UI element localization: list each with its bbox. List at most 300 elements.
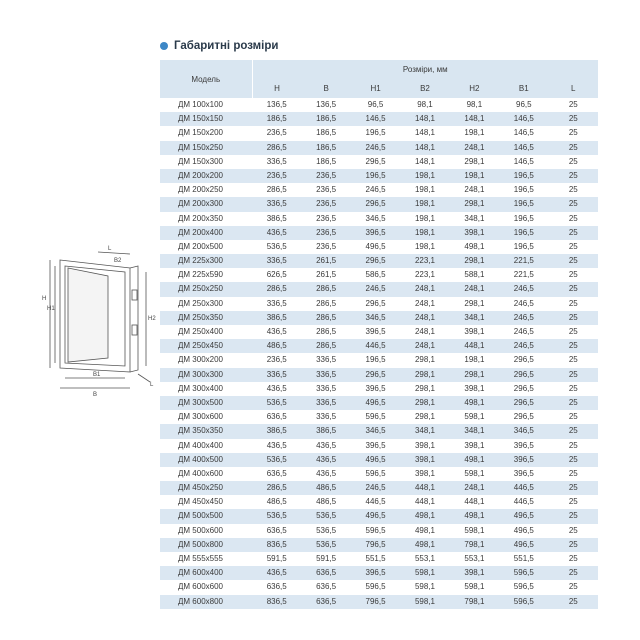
- model-cell: ДМ 250x400: [160, 325, 252, 339]
- model-cell: ДМ 400x500: [160, 453, 252, 467]
- table-row: [160, 595, 598, 609]
- dimension-cell: 148,1: [400, 126, 449, 140]
- dimension-cell: 448,1: [400, 481, 449, 495]
- dimension-cell: 598,1: [450, 410, 499, 424]
- dimension-cell: 436,5: [252, 382, 301, 396]
- model-cell: ДМ 300x300: [160, 368, 252, 382]
- dimension-cell: 596,5: [351, 467, 400, 481]
- dimension-cell: 336,5: [301, 410, 350, 424]
- dimension-cell: 446,5: [499, 495, 548, 509]
- table-row: [160, 552, 598, 566]
- door-drawing: [38, 240, 158, 405]
- dimension-cell: 551,5: [351, 552, 400, 566]
- dimension-cell: 348,1: [450, 212, 499, 226]
- dimension-cell: 25: [549, 353, 598, 367]
- table-row: [160, 396, 598, 410]
- dimension-cell: 536,5: [301, 538, 350, 552]
- table-row: [160, 226, 598, 240]
- model-cell: ДМ 225x590: [160, 268, 252, 282]
- dimension-cell: 25: [549, 282, 598, 296]
- dimension-cell: 436,5: [252, 439, 301, 453]
- dimension-cell: 25: [549, 524, 598, 538]
- table-row: [160, 112, 598, 126]
- dimension-cell: 296,5: [499, 382, 548, 396]
- dimension-cell: 636,5: [252, 524, 301, 538]
- label-h2: H2: [148, 316, 156, 322]
- dimension-cell: 536,5: [252, 509, 301, 523]
- dimension-cell: 598,1: [450, 580, 499, 594]
- column-header: H2: [450, 79, 499, 98]
- dimension-cell: 25: [549, 339, 598, 353]
- table-row: [160, 424, 598, 438]
- dimension-cell: 498,1: [450, 509, 499, 523]
- dimension-cell: 25: [549, 453, 598, 467]
- dimension-cell: 498,1: [450, 453, 499, 467]
- dimension-cell: 196,5: [351, 126, 400, 140]
- dimension-cell: 596,5: [499, 580, 548, 594]
- dimension-cell: 246,5: [351, 481, 400, 495]
- dimensions-group-header: Розміри, мм: [252, 60, 598, 79]
- table-row: [160, 580, 598, 594]
- dimension-cell: 636,5: [252, 410, 301, 424]
- column-header: B: [301, 79, 350, 98]
- dimension-cell: 25: [549, 566, 598, 580]
- label-l-top: L: [108, 246, 112, 252]
- dimension-cell: 636,5: [252, 580, 301, 594]
- dimension-cell: 298,1: [450, 297, 499, 311]
- dimension-cell: 398,1: [450, 566, 499, 580]
- model-cell: ДМ 600x800: [160, 595, 252, 609]
- model-cell: ДМ 400x400: [160, 439, 252, 453]
- dimension-cell: 336,5: [301, 353, 350, 367]
- dimension-cell: 25: [549, 325, 598, 339]
- table-row: [160, 98, 598, 112]
- dimension-cell: 588,1: [450, 268, 499, 282]
- dimension-cell: 496,5: [351, 396, 400, 410]
- dimension-cell: 296,5: [499, 396, 548, 410]
- dimension-cell: 436,5: [301, 439, 350, 453]
- dimension-cell: 496,5: [351, 453, 400, 467]
- table-row: [160, 453, 598, 467]
- model-cell: ДМ 600x400: [160, 566, 252, 580]
- dimension-cell: 248,1: [400, 325, 449, 339]
- dimension-cell: 198,1: [400, 197, 449, 211]
- dimension-cell: 586,5: [351, 268, 400, 282]
- dimension-cell: 591,5: [301, 552, 350, 566]
- dimension-cell: 296,5: [499, 353, 548, 367]
- model-cell: ДМ 250x350: [160, 311, 252, 325]
- dimension-cell: 398,1: [450, 382, 499, 396]
- dimension-cell: 446,5: [351, 339, 400, 353]
- dimension-cell: 248,1: [450, 183, 499, 197]
- dimension-cell: 196,5: [351, 353, 400, 367]
- column-header: B1: [499, 79, 548, 98]
- table-row: [160, 368, 598, 382]
- dimension-cell: 296,5: [351, 297, 400, 311]
- label-b: B: [93, 392, 98, 398]
- dimension-cell: 551,5: [499, 552, 548, 566]
- dimension-cell: 236,5: [301, 240, 350, 254]
- dimension-cell: 348,1: [450, 311, 499, 325]
- dimension-cell: 396,5: [351, 226, 400, 240]
- dimension-cell: 336,5: [252, 297, 301, 311]
- dimension-cell: 596,5: [351, 410, 400, 424]
- dimension-cell: 446,5: [499, 481, 548, 495]
- dimension-cell: 596,5: [351, 580, 400, 594]
- dimension-cell: 598,1: [450, 524, 499, 538]
- dimension-cell: 146,5: [499, 155, 548, 169]
- table-row: [160, 410, 598, 424]
- table-row: [160, 538, 598, 552]
- dimension-cell: 136,5: [301, 98, 350, 112]
- dimension-cell: 298,1: [400, 410, 449, 424]
- table-row: [160, 183, 598, 197]
- dimension-cell: 496,5: [351, 240, 400, 254]
- dimension-cell: 198,1: [450, 169, 499, 183]
- dimension-cell: 498,1: [400, 538, 449, 552]
- dimension-cell: 196,5: [499, 212, 548, 226]
- dimension-cell: 25: [549, 98, 598, 112]
- label-h: H: [42, 296, 47, 302]
- dimension-cell: 236,5: [301, 197, 350, 211]
- dimension-cell: 198,1: [400, 226, 449, 240]
- dimension-cell: 248,1: [450, 282, 499, 296]
- table-row: [160, 212, 598, 226]
- table-row: [160, 197, 598, 211]
- dimension-cell: 553,1: [450, 552, 499, 566]
- column-header: B2: [400, 79, 449, 98]
- dimension-cell: 261,5: [301, 268, 350, 282]
- dimension-cell: 298,1: [450, 254, 499, 268]
- dimension-cell: 298,1: [450, 197, 499, 211]
- dimension-cell: 386,5: [252, 311, 301, 325]
- column-header: H: [252, 79, 301, 98]
- dimension-cell: 148,1: [400, 141, 449, 155]
- dimension-cell: 196,5: [499, 240, 548, 254]
- dimension-cell: 498,1: [450, 396, 499, 410]
- dimension-cell: 148,1: [400, 155, 449, 169]
- dimension-cell: 25: [549, 481, 598, 495]
- dimension-cell: 448,1: [450, 339, 499, 353]
- dimension-cell: 396,5: [351, 439, 400, 453]
- dimension-cell: 248,1: [400, 339, 449, 353]
- dimension-cell: 286,5: [252, 282, 301, 296]
- dimension-cell: 396,5: [351, 566, 400, 580]
- dimension-cell: 496,5: [351, 509, 400, 523]
- dimension-cell: 286,5: [252, 183, 301, 197]
- dimension-cell: 248,1: [450, 141, 499, 155]
- model-cell: ДМ 300x200: [160, 353, 252, 367]
- model-cell: ДМ 200x500: [160, 240, 252, 254]
- dimension-cell: 25: [549, 297, 598, 311]
- dimension-cell: 196,5: [499, 197, 548, 211]
- model-cell: ДМ 250x300: [160, 297, 252, 311]
- dimension-cell: 246,5: [499, 339, 548, 353]
- dimension-cell: 436,5: [252, 325, 301, 339]
- dimension-cell: 398,1: [450, 439, 499, 453]
- dimension-cell: 223,1: [400, 254, 449, 268]
- dimension-cell: 196,5: [499, 183, 548, 197]
- table-row: [160, 509, 598, 523]
- dimension-cell: 198,1: [450, 126, 499, 140]
- table-row: [160, 311, 598, 325]
- table-row: [160, 467, 598, 481]
- table-row: [160, 339, 598, 353]
- dimension-cell: 591,5: [252, 552, 301, 566]
- dimension-cell: 25: [549, 538, 598, 552]
- dimension-cell: 298,1: [400, 368, 449, 382]
- dimension-cell: 486,5: [252, 339, 301, 353]
- dimension-cell: 298,1: [450, 155, 499, 169]
- dimension-cell: 836,5: [252, 595, 301, 609]
- dimension-cell: 336,5: [252, 368, 301, 382]
- dimension-cell: 536,5: [252, 396, 301, 410]
- dimension-cell: 25: [549, 424, 598, 438]
- dimension-cell: 396,5: [499, 467, 548, 481]
- dimension-cell: 246,5: [499, 282, 548, 296]
- dimension-cell: 498,1: [400, 524, 449, 538]
- dimension-cell: 796,5: [351, 538, 400, 552]
- label-b2: B2: [114, 258, 122, 264]
- dimension-cell: 198,1: [400, 240, 449, 254]
- dimension-cell: 25: [549, 552, 598, 566]
- model-cell: ДМ 225x300: [160, 254, 252, 268]
- dimension-cell: 198,1: [450, 353, 499, 367]
- dimension-cell: 448,1: [400, 495, 449, 509]
- dimension-cell: 348,1: [400, 424, 449, 438]
- section-title: [160, 40, 278, 52]
- label-l-bottom: L: [150, 382, 154, 388]
- dimension-cell: 336,5: [252, 197, 301, 211]
- model-cell: ДМ 200x200: [160, 169, 252, 183]
- dimension-cell: 448,1: [450, 495, 499, 509]
- dimension-cell: 236,5: [252, 126, 301, 140]
- dimension-cell: 25: [549, 268, 598, 282]
- dimension-cell: 798,1: [450, 538, 499, 552]
- section-title-text: Габаритні розміри: [174, 40, 279, 52]
- dimension-cell: 221,5: [499, 254, 548, 268]
- dimension-cell: 336,5: [252, 254, 301, 268]
- dimension-cell: 436,5: [252, 566, 301, 580]
- dimension-cell: 436,5: [252, 226, 301, 240]
- label-b1: B1: [93, 372, 101, 378]
- dimension-cell: 636,5: [301, 580, 350, 594]
- dimension-cell: 246,5: [351, 141, 400, 155]
- dimension-cell: 298,1: [400, 353, 449, 367]
- dimension-cell: 25: [549, 197, 598, 211]
- table-row: [160, 268, 598, 282]
- model-cell: ДМ 200x250: [160, 183, 252, 197]
- dimension-cell: 596,5: [499, 595, 548, 609]
- dimension-cell: 496,5: [499, 524, 548, 538]
- dimension-cell: 496,5: [499, 538, 548, 552]
- dimension-cell: 296,5: [351, 197, 400, 211]
- dimension-cell: 598,1: [400, 595, 449, 609]
- dimension-cell: 298,1: [450, 368, 499, 382]
- dimension-cell: 246,5: [351, 183, 400, 197]
- dimension-cell: 98,1: [400, 98, 449, 112]
- dimension-cell: 148,1: [450, 112, 499, 126]
- dimension-cell: 348,1: [450, 424, 499, 438]
- dimension-cell: 286,5: [301, 282, 350, 296]
- dimension-cell: 25: [549, 580, 598, 594]
- dimension-cell: 596,5: [351, 524, 400, 538]
- dimension-cell: 246,5: [499, 325, 548, 339]
- dimension-cell: 286,5: [301, 339, 350, 353]
- dimension-cell: 398,1: [400, 439, 449, 453]
- dimension-cell: 236,5: [252, 353, 301, 367]
- dimension-cell: 636,5: [252, 467, 301, 481]
- dimension-cell: 598,1: [400, 566, 449, 580]
- model-cell: ДМ 200x300: [160, 197, 252, 211]
- dimension-cell: 25: [549, 169, 598, 183]
- dimension-cell: 25: [549, 439, 598, 453]
- table-row: [160, 481, 598, 495]
- label-h1: H1: [47, 306, 55, 312]
- dimension-cell: 396,5: [499, 453, 548, 467]
- dimension-cell: 236,5: [301, 183, 350, 197]
- dimension-cell: 25: [549, 410, 598, 424]
- dimension-cell: 553,1: [400, 552, 449, 566]
- dimension-cell: 198,1: [400, 169, 449, 183]
- dimension-cell: 25: [549, 368, 598, 382]
- dimension-cell: 25: [549, 495, 598, 509]
- dimension-cell: 346,5: [351, 311, 400, 325]
- model-cell: ДМ 350x350: [160, 424, 252, 438]
- dimension-cell: 446,5: [351, 495, 400, 509]
- dimension-cell: 396,5: [351, 382, 400, 396]
- dimension-cell: 336,5: [252, 155, 301, 169]
- dimension-cell: 346,5: [351, 424, 400, 438]
- model-cell: ДМ 200x350: [160, 212, 252, 226]
- dimension-cell: 498,1: [400, 509, 449, 523]
- dimension-cell: 296,5: [351, 155, 400, 169]
- table-row: [160, 382, 598, 396]
- dimension-cell: 236,5: [301, 226, 350, 240]
- dimension-cell: 436,5: [301, 453, 350, 467]
- dimension-cell: 836,5: [252, 538, 301, 552]
- dimension-cell: 248,1: [400, 311, 449, 325]
- dimension-cell: 486,5: [301, 495, 350, 509]
- dimension-cell: 298,1: [400, 382, 449, 396]
- dimension-cell: 236,5: [252, 169, 301, 183]
- table-row: [160, 169, 598, 183]
- dimension-cell: 398,1: [400, 453, 449, 467]
- bullet-icon: [160, 42, 168, 50]
- model-cell: ДМ 150x300: [160, 155, 252, 169]
- dimension-cell: 25: [549, 396, 598, 410]
- table-row: [160, 240, 598, 254]
- dimension-cell: 286,5: [252, 141, 301, 155]
- dimension-cell: 25: [549, 382, 598, 396]
- model-cell: ДМ 500x600: [160, 524, 252, 538]
- dimension-cell: 136,5: [252, 98, 301, 112]
- model-cell: ДМ 100x100: [160, 98, 252, 112]
- dimension-cell: 386,5: [252, 212, 301, 226]
- dimension-cell: 223,1: [400, 268, 449, 282]
- dimension-cell: 398,1: [400, 467, 449, 481]
- dimension-cell: 346,5: [499, 424, 548, 438]
- dimension-cell: 25: [549, 254, 598, 268]
- dimension-cell: 236,5: [301, 212, 350, 226]
- dimension-cell: 248,1: [400, 297, 449, 311]
- dimension-cell: 286,5: [252, 481, 301, 495]
- dimension-cell: 98,1: [450, 98, 499, 112]
- dimension-cell: 286,5: [301, 311, 350, 325]
- table-row: [160, 126, 598, 140]
- dimension-cell: 96,5: [351, 98, 400, 112]
- dimension-cell: 25: [549, 311, 598, 325]
- dimension-cell: 25: [549, 509, 598, 523]
- dimension-cell: 25: [549, 467, 598, 481]
- column-header: L: [549, 79, 598, 98]
- dimension-cell: 261,5: [301, 254, 350, 268]
- dimension-cell: 298,1: [400, 396, 449, 410]
- dimension-cell: 186,5: [301, 112, 350, 126]
- model-cell: ДМ 150x150: [160, 112, 252, 126]
- dimension-cell: 196,5: [499, 226, 548, 240]
- dimension-cell: 286,5: [301, 297, 350, 311]
- dimension-cell: 626,5: [252, 268, 301, 282]
- dimension-cell: 25: [549, 240, 598, 254]
- dimension-cell: 496,5: [499, 509, 548, 523]
- dimension-cell: 186,5: [301, 126, 350, 140]
- dimension-cell: 636,5: [301, 566, 350, 580]
- dimension-cell: 336,5: [301, 396, 350, 410]
- dimension-cell: 336,5: [301, 382, 350, 396]
- model-cell: ДМ 600x600: [160, 580, 252, 594]
- model-cell: ДМ 500x500: [160, 509, 252, 523]
- model-cell: ДМ 555x555: [160, 552, 252, 566]
- model-cell: ДМ 400x600: [160, 467, 252, 481]
- dimension-cell: 336,5: [301, 368, 350, 382]
- dimension-cell: 25: [549, 141, 598, 155]
- dimension-cell: 146,5: [499, 126, 548, 140]
- table-row: [160, 254, 598, 268]
- table-row: [160, 155, 598, 169]
- dimension-cell: 246,5: [351, 282, 400, 296]
- model-cell: ДМ 250x250: [160, 282, 252, 296]
- dimension-cell: 186,5: [301, 141, 350, 155]
- dimension-cell: 25: [549, 183, 598, 197]
- dimension-cell: 146,5: [499, 112, 548, 126]
- model-cell: ДМ 250x450: [160, 339, 252, 353]
- table-row: [160, 524, 598, 538]
- dimension-cell: 186,5: [301, 155, 350, 169]
- dimension-cell: 386,5: [301, 424, 350, 438]
- dimension-cell: 148,1: [400, 112, 449, 126]
- model-cell: ДМ 450x450: [160, 495, 252, 509]
- table-row: [160, 439, 598, 453]
- model-cell: ДМ 150x250: [160, 141, 252, 155]
- dimension-cell: 296,5: [499, 410, 548, 424]
- dimension-cell: 596,5: [499, 566, 548, 580]
- dimension-cell: 96,5: [499, 98, 548, 112]
- dimension-cell: 248,1: [450, 481, 499, 495]
- dimension-cell: 498,1: [450, 240, 499, 254]
- dimension-cell: 346,5: [351, 212, 400, 226]
- dimension-cell: 598,1: [400, 580, 449, 594]
- dimension-cell: 396,5: [351, 325, 400, 339]
- table-row: [160, 282, 598, 296]
- table-row: [160, 353, 598, 367]
- dimension-cell: 248,1: [400, 282, 449, 296]
- dimension-cell: 198,1: [400, 212, 449, 226]
- dimension-cell: 286,5: [301, 325, 350, 339]
- dimension-cell: 536,5: [301, 509, 350, 523]
- dimension-cell: 186,5: [252, 112, 301, 126]
- dimension-cell: 396,5: [499, 439, 548, 453]
